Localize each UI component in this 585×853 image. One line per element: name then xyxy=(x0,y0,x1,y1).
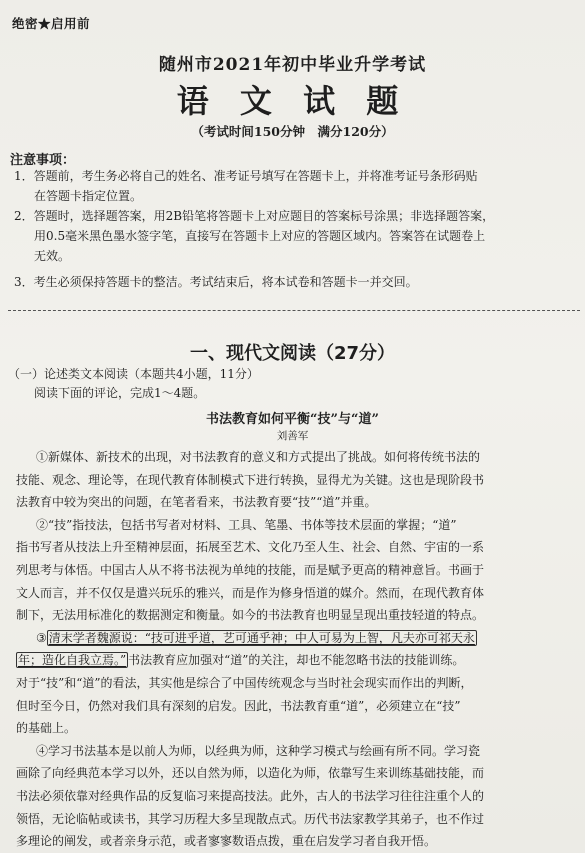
article-line: 列思考与体悟。中国古人从不将书法视为单纯的技能，而是赋予更高的精神意旨。书画于 xyxy=(16,562,485,577)
notice-line: 用0.5毫米黑色墨水签字笔，直接写在答题卡上对应的答题区域内。答案答在试题卷上 xyxy=(34,229,486,243)
section-title: 一、现代文阅读（27分） xyxy=(189,343,396,364)
part-label: （一）论述类文本阅读（本题共4小题，11分） xyxy=(8,367,259,381)
time-info: （考试时间150分钟 满分120分） xyxy=(191,124,394,139)
notice-heading: 注意事项： xyxy=(10,153,76,168)
article-line: ①新媒体、新技术的出现，对书法教育的意义和方式提出了挑战。如何将传统书法的 xyxy=(36,450,481,464)
article-line: 法教育中较为突出的问题，在笔者看来，书法教育要“技”“道”并重。 xyxy=(16,495,377,510)
underlined-quote-end: 年；造化自我立焉。” xyxy=(18,653,127,668)
article-line: ②“技”指技法，包括书写者对材料、工具、笔墨、书体等技术层面的掌握；“道” xyxy=(36,517,457,532)
underlined-quote: 清末学者魏源说：“技可进乎道，艺可通乎神；中人可易为上智，凡夫亦可祁天永 xyxy=(48,630,475,645)
notice-line: 2．答题时，选择题答案，用2B铅笔将答题卡上对应题目的答案标号涂黑；非选择题答案， xyxy=(14,209,495,223)
article-line: 书法必须依靠对经典作品的反复临习来提高技法。此外，古人的书法学习往往注重个人的 xyxy=(16,788,485,803)
article-author: 刘善军 xyxy=(276,430,309,442)
exam-title: 随州市2021年初中毕业升学考试 xyxy=(158,55,427,75)
notice-line: 3．考生必须保持答题卡的整洁。考试结束后，将本试卷和答题卡一并交回。 xyxy=(14,275,418,289)
article-line-p3 xyxy=(16,627,580,650)
article-line: 多理论的阐发，或者亲身示范，或者寥寥数语点拨，重在启发学习者自我开悟。 xyxy=(16,834,437,849)
article-line: 指书写者从技法上升至精神层面，拓展至艺术、文化乃至人生、社会、自然、宇宙的一系 xyxy=(16,540,485,555)
secret-label: 绝密★启用前 xyxy=(12,16,91,31)
article-line: 文人而言，并不仅仅是遣兴玩乐的雅兴，而是作为修身悟道的媒介。然而，在现代教育体 xyxy=(16,585,485,600)
notice-list xyxy=(14,166,580,292)
instruction-text: 阅读下面的评论，完成1～4题。 xyxy=(34,386,206,400)
article-body xyxy=(16,446,580,853)
article-line: 对于“技”和“道”的看法，其实他是综合了中国传统观念与当时社会现实而作出的判断， xyxy=(16,675,473,690)
article-line: 的基础上。 xyxy=(16,721,77,736)
subject-title: 语 文 试 题 xyxy=(176,82,409,120)
article-title: 书法教育如何平衡“技”与“道” xyxy=(206,412,379,427)
article-line: 画除了向经典范本学习以外，还以自然为师，以造化为师，依靠写生来训练基础技能，而 xyxy=(16,766,485,781)
article-line: 但时至今日，仍然对我们具有深刻的启发。因此，书法教育重“道”，必须建立在“技” xyxy=(16,698,461,713)
article-line-p3 xyxy=(16,649,580,672)
p3-lead: ③ xyxy=(36,630,47,645)
article-line: 领悟，无论临帖或读书，其学习历程大多呈现散点式。历代书法家教学其弟子，也不作过 xyxy=(16,811,485,826)
article-line: 制下，无法用标准化的数据测定和衡量。如今的书法教育也明显呈现出重技轻道的特点。 xyxy=(16,608,485,623)
notice-line: 1．答题前，考生务必将自己的姓名、准考证号填写在答题卡上，并将准考证号条形码贴 xyxy=(14,169,478,183)
notice-line: 无效。 xyxy=(34,249,71,263)
notice-line: 在答题卡指定位置。 xyxy=(34,189,143,203)
article-line: 技能、观念、理论等，在现代教育体制模式下进行转换，显得尤为关键。这也是现阶段书 xyxy=(16,472,485,487)
p3-rest: 书法教育应加强对“道”的关注，却也不能忽略书法的技能训练。 xyxy=(128,653,465,668)
article-line: ④学习书法基本是以前人为师，以经典为师，这种学习模式与绘画有所不同。学习瓷 xyxy=(36,743,481,758)
dashed-divider xyxy=(8,310,580,311)
